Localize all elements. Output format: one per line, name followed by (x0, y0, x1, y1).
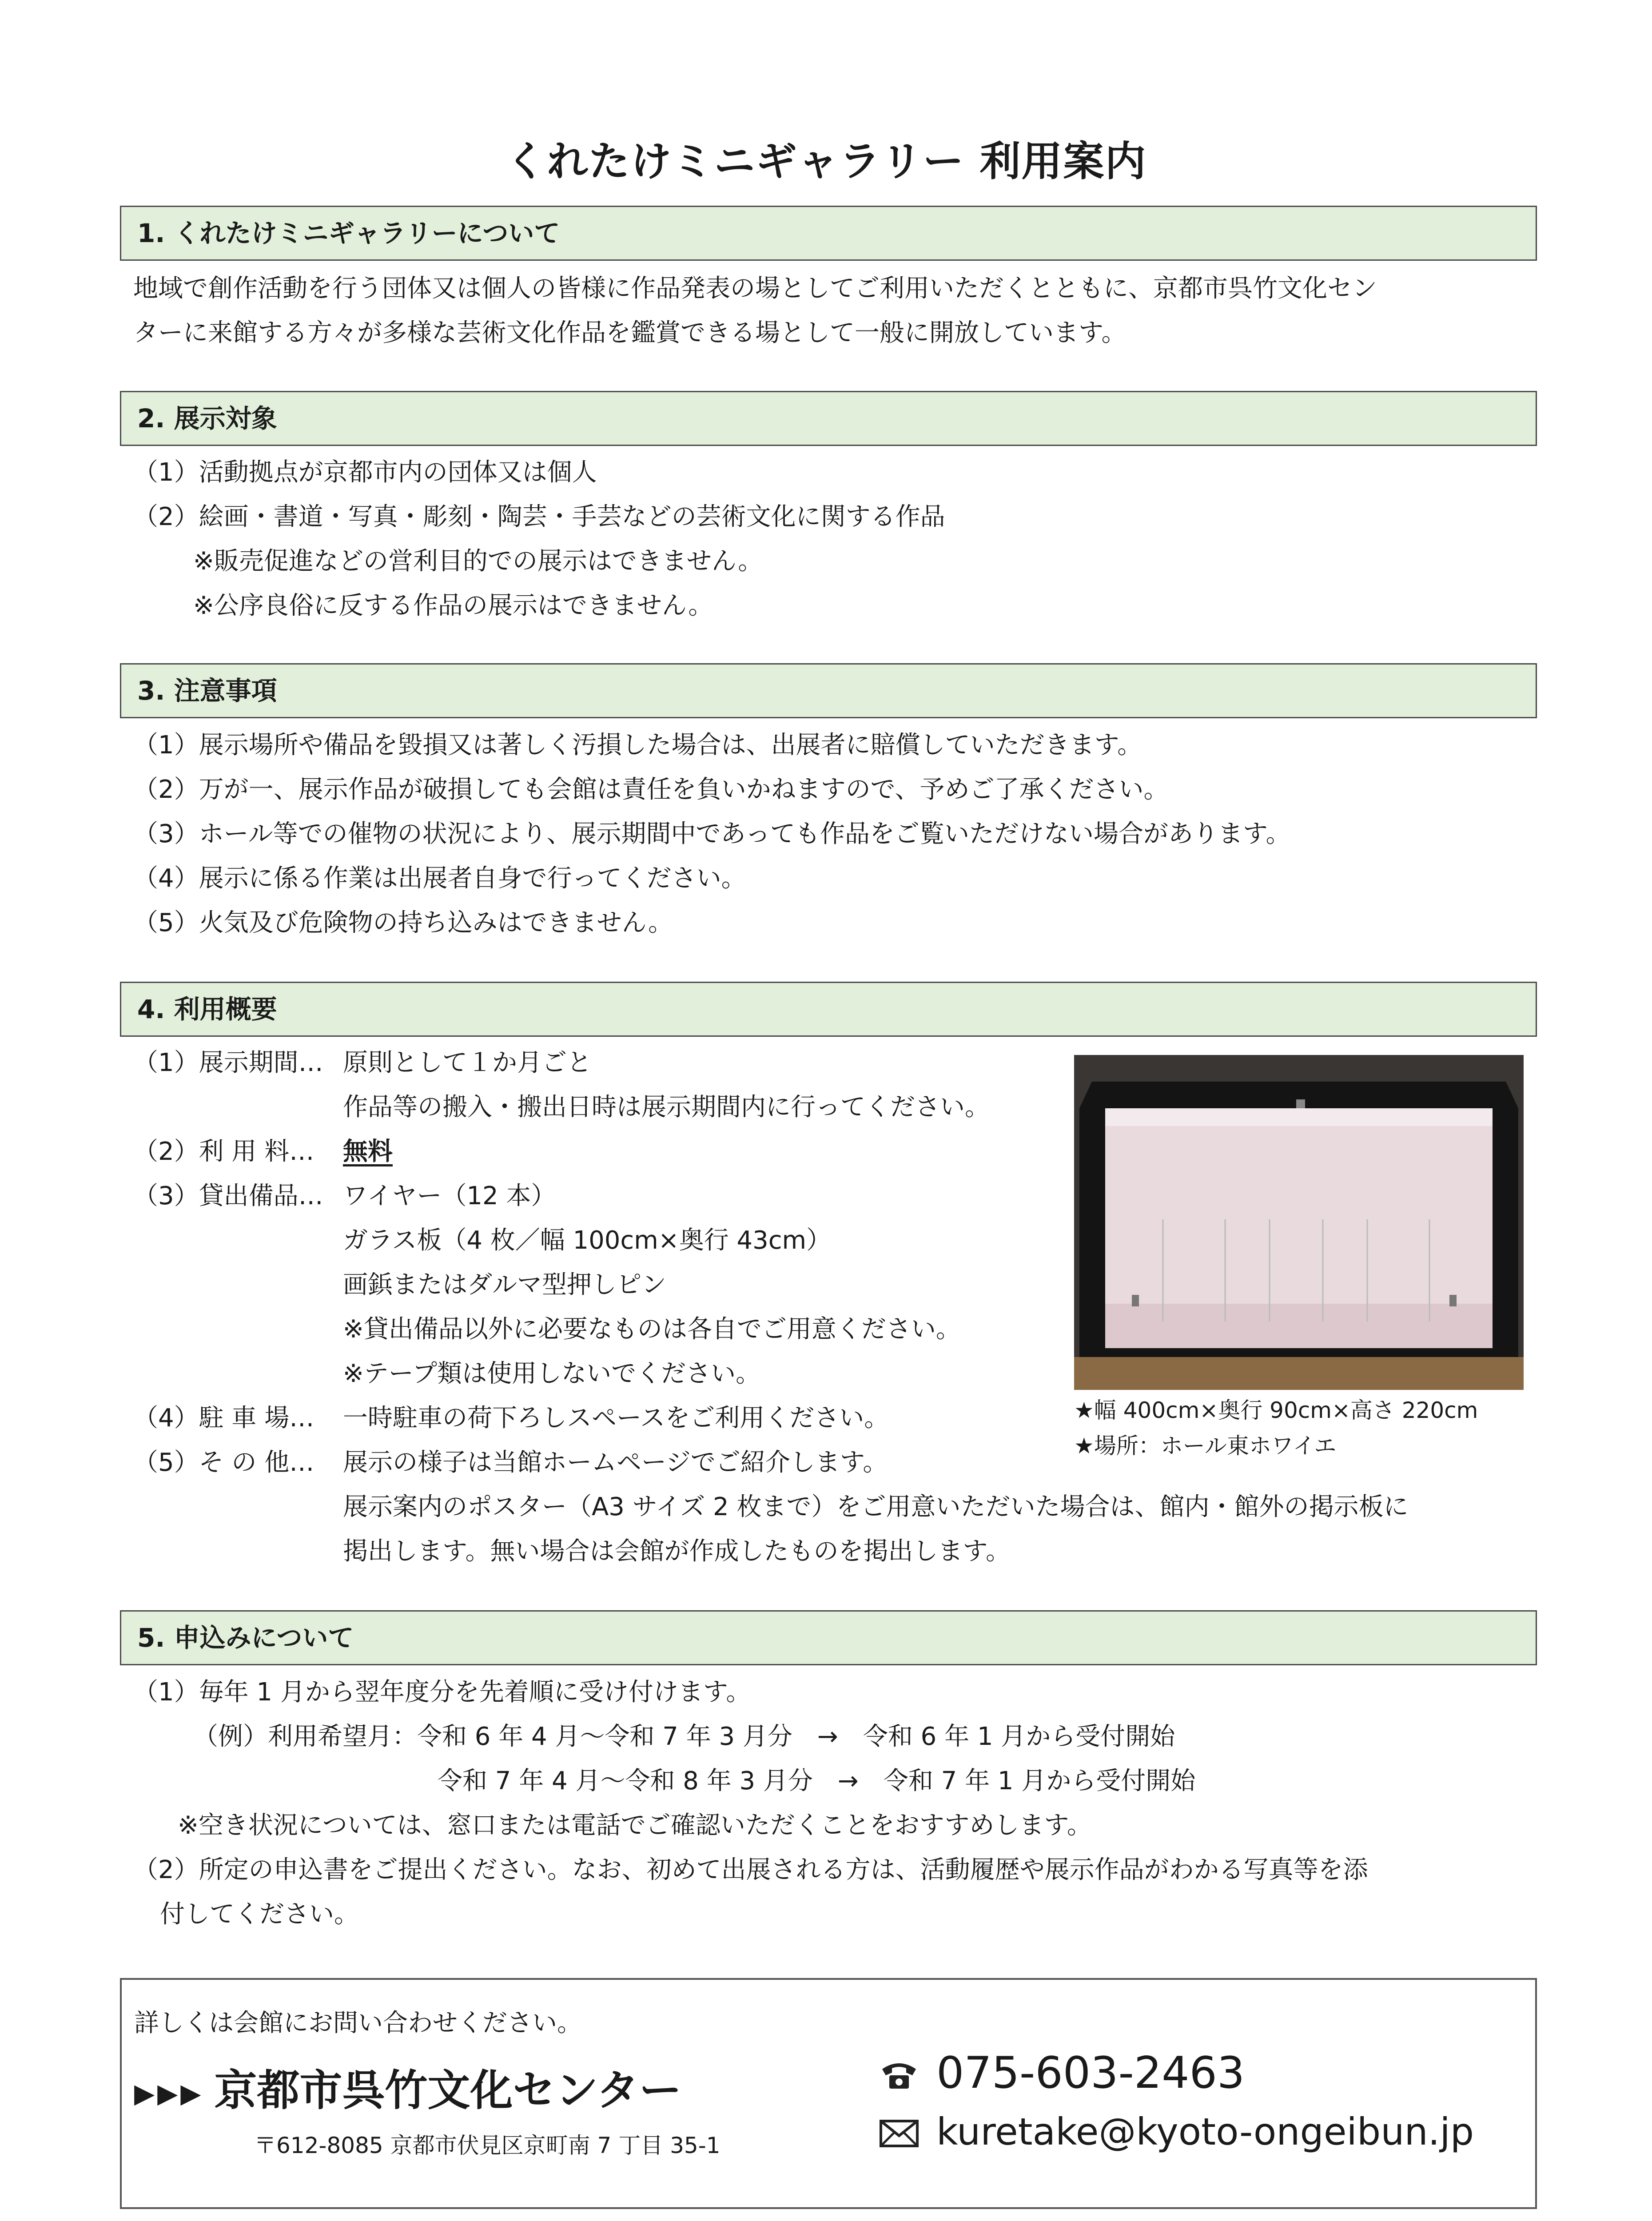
email-address[interactable]: kuretake@kyoto-ongeibun.jp (936, 2110, 1474, 2153)
gallery-photo (1074, 1055, 1524, 1390)
section-1-line-2: ターに来館する方々が多様な芸術文化作品を鑑賞できる場として一般に開放しています。 (133, 318, 1127, 347)
section-3-heading: 3. 注意事項 (120, 663, 1537, 718)
phone-number[interactable]: 075-603-2463 (936, 2048, 1245, 2098)
other-value-1: 展示の様子は当館ホームページでご紹介します。 (343, 1448, 888, 1477)
section-3-line-2: （2）万が一、展示作品が破損しても会館は責任を負いかねますので、予めご了承ください。 (133, 775, 1169, 804)
section-5-line-2: （2）所定の申込書をご提出ください。なお、初めて出展される方は、活動履歴や展示作品がわかる写真等を添 (133, 1855, 1368, 1884)
section-3-line-1: （1）展示場所や備品を毀損又は著しく汚損した場合は、出展者に賠償していただきます。 (133, 731, 1142, 760)
section-2-line-1: （1）活動拠点が京都市内の団体又は個人 (133, 458, 597, 487)
equipment-item-1: ワイヤー（12 本） (343, 1182, 556, 1210)
section-3-line-4: （4）展示に係る作業は出展者自身で行ってください。 (133, 864, 746, 893)
section-2-heading: 2. 展示対象 (120, 391, 1537, 446)
other-value-3: 掲出します。無い場合は会館が作成したものを掲出します。 (343, 1537, 1011, 1566)
arrow-icons: ▶▶▶ (134, 2078, 204, 2109)
fee-value: 無料 (343, 1137, 393, 1166)
period-value-2: 作品等の搬入・搬出日時は展示期間内に行ってください。 (343, 1093, 990, 1122)
section-2-note-1: ※販売促進などの営利目的での展示はできません。 (193, 547, 763, 576)
equipment-label: （3）貸出備品… (133, 1182, 323, 1210)
section-5-example-1: （例）利用希望月：令和 6 年 4 月～令和 7 年 3 月分 → 令和 6 年 1 月から受付開始 (193, 1722, 1175, 1751)
section-3-line-3: （3）ホール等での催物の状況により、展示期間中であっても作品をご覧いただけない場合があります。 (133, 820, 1291, 848)
photo-caption-location: ★場所：ホール東ホワイエ (1074, 1433, 1337, 1459)
email-row (880, 2110, 1474, 2156)
photo-caption-size: ★幅 400cm×奥行 90cm×高さ 220cm (1074, 1397, 1478, 1423)
section-5-note: ※空き状況については、窓口または電話でご確認いただくことをおすすめします。 (178, 1811, 1092, 1840)
center-name-text: 京都市呉竹文化センター (214, 2066, 682, 2115)
other-value-2: 展示案内のポスター（A3 サイズ 2 枚まで）をご用意いただいた場合は、館内・館外の掲示板に (343, 1493, 1409, 1521)
gallery-photo-illustration (1074, 1055, 1524, 1390)
parking-label: （4）駐 車 場… (133, 1404, 314, 1433)
section-5-heading: 5. 申込みについて (120, 1610, 1537, 1665)
equipment-item-2: ガラス板（4 枚／幅 100cm×奥行 43cm） (343, 1226, 832, 1255)
period-label: （1）展示期間… (133, 1048, 323, 1077)
fee-label: （2）利 用 料… (133, 1137, 314, 1166)
period-value-1: 原則として１か月ごと (343, 1048, 592, 1077)
center-address: 〒612-8085 京都市伏見区京町南 7 丁目 35-1 (254, 2133, 721, 2158)
section-5-line-3: 付してください。 (160, 1900, 359, 1929)
mail-icon (880, 2113, 919, 2156)
other-label: （5）そ の 他… (133, 1448, 314, 1477)
section-5-example-2: 令和 7 年 4 月～令和 8 年 3 月分 → 令和 7 年 1 月から受付開始 (438, 1767, 1196, 1795)
section-3-line-5: （5）火気及び危険物の持ち込みはできません。 (133, 908, 673, 937)
phone-icon (880, 2050, 919, 2101)
page-title: くれたけミニギャラリー 利用案内 (505, 138, 1147, 185)
contact-intro: 詳しくは会館にお問い合わせください。 (134, 2009, 582, 2038)
equipment-note-1: ※貸出備品以外に必要なものは各自でご用意ください。 (343, 1315, 961, 1344)
center-name (134, 2057, 682, 2118)
parking-value: 一時駐車の荷下ろしスペースをご利用ください。 (343, 1404, 889, 1433)
section-1-heading: 1. くれたけミニギャラリーについて (120, 206, 1537, 261)
section-2-note-2: ※公序良俗に反する作品の展示はできません。 (193, 591, 713, 620)
phone-row (880, 2048, 1245, 2101)
section-5-line-1: （1）毎年 1 月から翌年度分を先着順に受け付けます。 (133, 1678, 751, 1707)
section-4-heading: 4. 利用概要 (120, 982, 1537, 1037)
equipment-item-3: 画鋲またはダルマ型押しピン (343, 1270, 666, 1299)
section-2-line-2: （2）絵画・書道・写真・彫刻・陶芸・手芸などの芸術文化に関する作品 (133, 502, 945, 531)
equipment-note-2: ※テープ類は使用しないでください。 (343, 1359, 761, 1388)
section-1-line-1: 地域で創作活動を行う団体又は個人の皆様に作品発表の場としてご利用いただくとともに、京都市呉竹文化セン (133, 274, 1377, 303)
